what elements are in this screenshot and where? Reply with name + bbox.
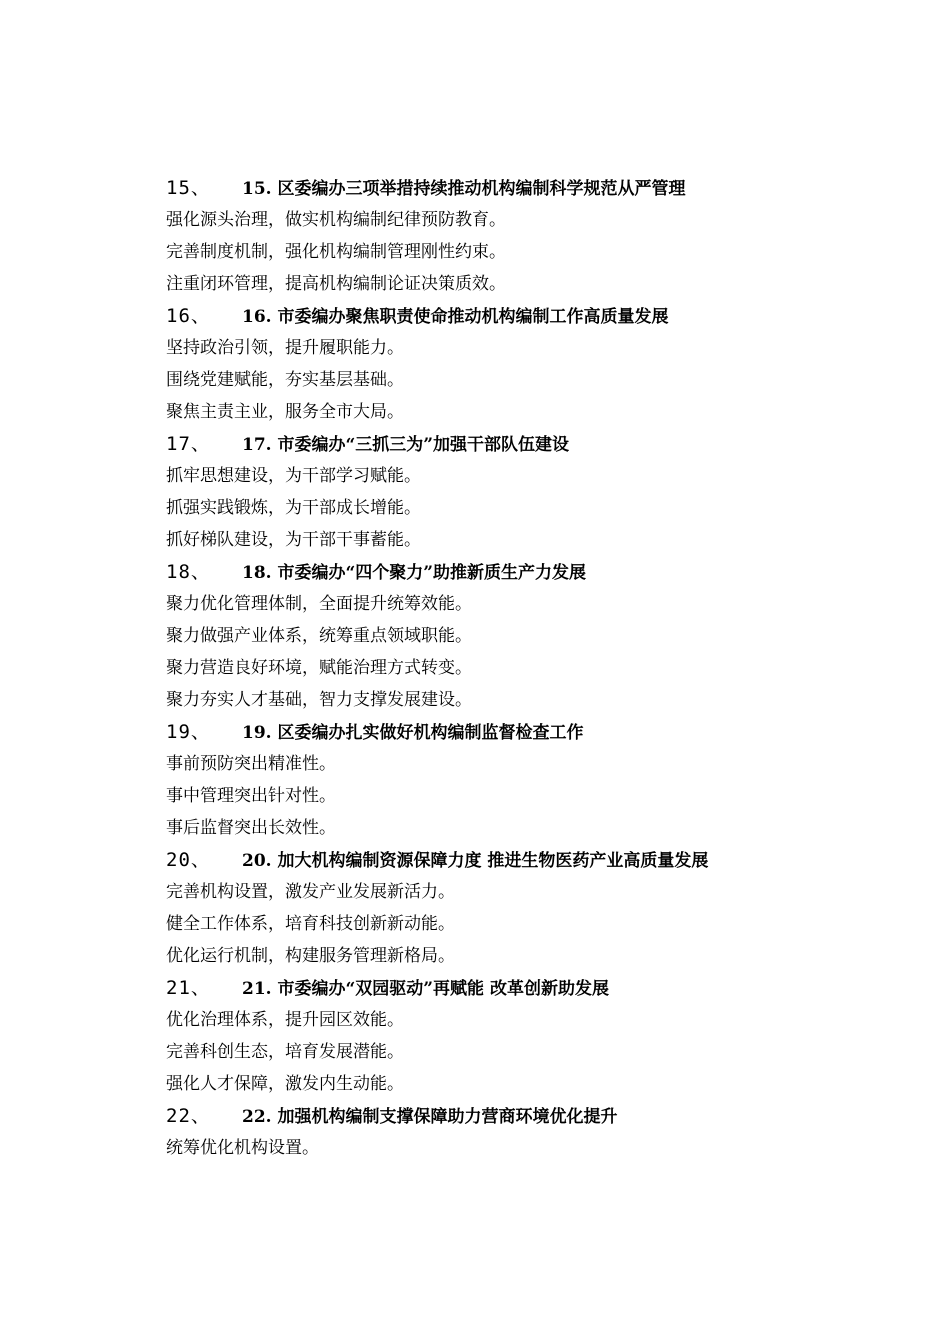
document-body: [166, 172, 866, 1164]
article-section: [166, 844, 866, 972]
article-point: 事后监督突出长效性。: [166, 818, 336, 838]
article-title: 21. 市委编办“双园驱动”再赋能 改革创新助发展: [242, 979, 609, 999]
article-point: 抓好梯队建设，为干部干事蓄能。: [166, 530, 421, 550]
article-title: 15. 区委编办三项举措持续推动机构编制科学规范从严管理: [242, 179, 686, 199]
article-number: 20、: [166, 849, 211, 871]
article-point: 完善机构设置，激发产业发展新活力。: [166, 882, 455, 902]
article-point: 优化运行机制，构建服务管理新格局。: [166, 946, 455, 966]
article-heading: [166, 428, 866, 460]
article-heading: [166, 556, 866, 588]
article-point: 围绕党建赋能，夯实基层基础。: [166, 370, 404, 390]
article-section: [166, 172, 866, 300]
article-heading: [166, 844, 866, 876]
article-number: 19、: [166, 721, 211, 743]
article-section: [166, 300, 866, 428]
article-title: 16. 市委编办聚焦职责使命推动机构编制工作高质量发展: [242, 307, 669, 327]
article-number: 15、: [166, 177, 211, 199]
article-point: 统筹优化机构设置。: [166, 1138, 319, 1158]
article-point: 聚力优化管理体制，全面提升统筹效能。: [166, 594, 472, 614]
article-heading: [166, 972, 866, 1004]
article-point: 抓强实践锻炼，为干部成长增能。: [166, 498, 421, 518]
article-number: 22、: [166, 1105, 211, 1127]
article-section: [166, 972, 866, 1100]
article-point: 强化源头治理，做实机构编制纪律预防教育。: [166, 210, 506, 230]
article-heading: [166, 172, 866, 204]
article-title: 22. 加强机构编制支撑保障助力营商环境优化提升: [242, 1107, 618, 1127]
article-number: 18、: [166, 561, 211, 583]
article-title: 17. 市委编办“三抓三为”加强干部队伍建设: [242, 435, 570, 455]
article-heading: [166, 716, 866, 748]
article-heading: [166, 300, 866, 332]
article-section: [166, 716, 866, 844]
article-section: [166, 428, 866, 556]
article-point: 强化人才保障，激发内生动能。: [166, 1074, 404, 1094]
article-number: 16、: [166, 305, 211, 327]
article-point: 完善制度机制，强化机构编制管理刚性约束。: [166, 242, 506, 262]
article-heading: [166, 1100, 866, 1132]
article-point: 优化治理体系，提升园区效能。: [166, 1010, 404, 1030]
article-point: 聚焦主责主业，服务全市大局。: [166, 402, 404, 422]
article-number: 17、: [166, 433, 211, 455]
article-point: 注重闭环管理，提高机构编制论证决策质效。: [166, 274, 506, 294]
article-point: 聚力做强产业体系，统筹重点领域职能。: [166, 626, 472, 646]
article-point: 完善科创生态，培育发展潜能。: [166, 1042, 404, 1062]
article-section: [166, 1100, 866, 1164]
article-point: 事前预防突出精准性。: [166, 754, 336, 774]
article-section: [166, 556, 866, 716]
article-point: 坚持政治引领，提升履职能力。: [166, 338, 404, 358]
article-point: 事中管理突出针对性。: [166, 786, 336, 806]
article-title: 19. 区委编办扎实做好机构编制监督检查工作: [242, 723, 584, 743]
article-number: 21、: [166, 977, 211, 999]
article-point: 聚力营造良好环境，赋能治理方式转变。: [166, 658, 472, 678]
article-point: 聚力夯实人才基础，智力支撑发展建设。: [166, 690, 472, 710]
article-title: 20. 加大机构编制资源保障力度 推进生物医药产业高质量发展: [242, 851, 709, 871]
article-point: 抓牢思想建设，为干部学习赋能。: [166, 466, 421, 486]
article-point: 健全工作体系，培育科技创新新动能。: [166, 914, 455, 934]
article-title: 18. 市委编办“四个聚力”助推新质生产力发展: [242, 563, 587, 583]
